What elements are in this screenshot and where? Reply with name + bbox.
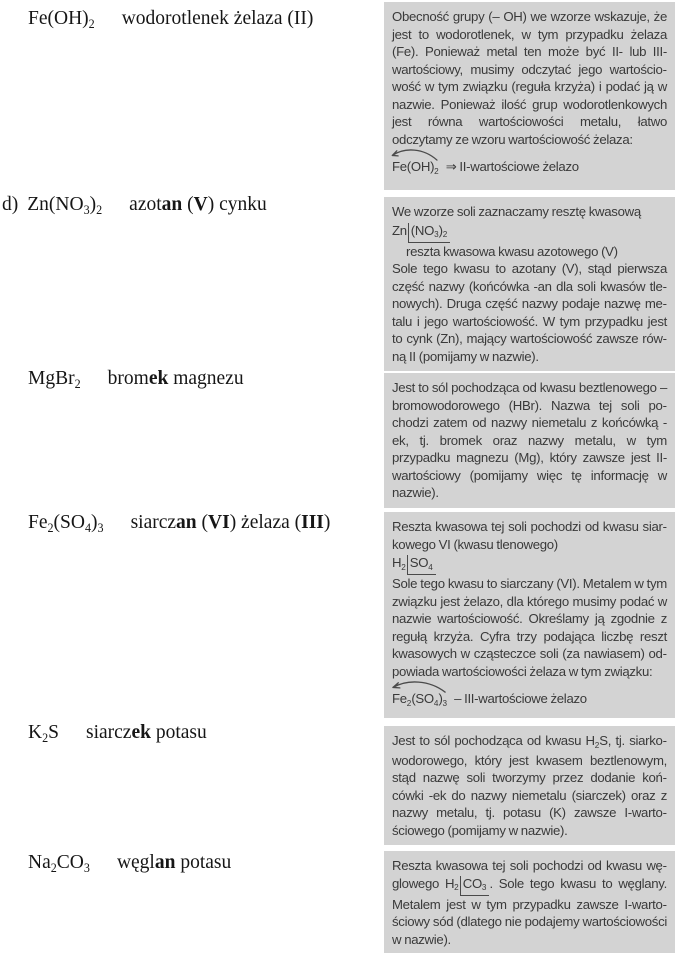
text-segment: MgBr — [28, 368, 75, 389]
arc-formula — [392, 690, 447, 710]
text-segment: (NO — [410, 222, 435, 238]
explanation-paragraph — [392, 379, 667, 502]
subscript: 3 — [97, 520, 104, 535]
explanation-box — [384, 512, 675, 718]
text-segment: ek — [131, 722, 151, 743]
chemical-formula — [28, 722, 59, 744]
subscript: 2 — [454, 883, 459, 893]
compound-entry — [28, 8, 313, 30]
explanation-paragraph — [392, 857, 667, 948]
chemical-formula — [28, 368, 81, 390]
text-segment: H — [392, 555, 402, 570]
text-segment: K — [28, 722, 43, 743]
compound-name — [122, 8, 314, 30]
text-segment: Jest to sól pochodząca od kwasu beztlenowego – bromowodorowego (HBr). Nazwa tej soli pochodzi zatem od nazwy niemetalu z końcówką -ek, tj. bromek oraz nazwy metalu, w tym przypadku magnezu (Mg), który zawsze jest II-wartościowy (pomijamy więc tę informację w nazwie). — [392, 380, 667, 500]
compound-name — [117, 852, 231, 874]
text-segment: ) — [91, 512, 98, 533]
text-segment: (SO — [53, 512, 85, 533]
text-segment: an — [154, 852, 176, 873]
text-segment: ) — [89, 194, 97, 215]
text-segment: ) cynku — [207, 194, 267, 215]
explanation-box — [384, 726, 675, 845]
explanation-paragraph — [392, 732, 667, 839]
text-segment: Obecność grupy (– OH) we wzorze wskazuje, że jest to wodorotlenek, w tym przypadku żelaza (Fe). Ponieważ metal ten może być II- lub III-wartościowy, musimy odczytać jego wartościowość w tym związku (reguła krzyża) i podać ją w nazwie. Ponieważ ilość grup wodorotlenkowych jest równa wartościowości metalu, łatwo odczytamy ze wzoru wartościowość żelaza: — [392, 9, 667, 147]
text-segment: H — [444, 875, 455, 891]
text-segment: ) — [323, 512, 331, 533]
subscript: 4 — [428, 562, 433, 572]
item-letter: d) — [2, 194, 19, 215]
text-segment: VI — [208, 512, 230, 533]
text-segment: ) — [438, 691, 443, 706]
subscript: 4 — [84, 520, 92, 535]
text-segment: III — [301, 512, 324, 533]
text-segment: an — [176, 512, 197, 533]
valency-conclusion — [392, 158, 667, 178]
text-segment: węgl — [116, 852, 155, 873]
explanation-box — [384, 851, 675, 953]
text-segment: ( — [196, 512, 209, 533]
text-segment: siarcz — [86, 722, 132, 743]
text-segment: V — [193, 194, 208, 215]
explanation-box — [384, 197, 675, 371]
text-segment: Sole tego kwasu to siarczany (VI). Metalem w tym związku jest żelazo, dla którego musimy podać w nazwie wartościowość. Określamy ją zgodnie z regułą krzyża. Cyfra trzy podająca liczbę reszt kwasowych w cząsteczce soli (za nawiasem) odpowiada wartościowości żelaza w tym związku: — [392, 576, 667, 679]
text-segment: magnezu — [168, 368, 244, 389]
acid-residue-formula — [392, 554, 667, 575]
compound-name — [131, 512, 331, 534]
text-segment: Na — [28, 852, 51, 873]
text-segment: CO — [56, 852, 84, 873]
compound-entry — [28, 852, 231, 874]
text-segment: SO — [409, 555, 429, 570]
valency-arc-icon — [388, 148, 439, 161]
text-segment: Fe — [28, 512, 48, 533]
text-segment: . Sole tego kwasu to węglany. Metalem jest w tym przypadku zawsze I-wartościowy sód (dlatego nie podajemy wartościowości w nazwie). — [392, 875, 667, 947]
subscript: 3 — [481, 883, 487, 893]
subscript: 3 — [83, 202, 90, 217]
explanation-paragraph — [392, 8, 667, 148]
subscript: 2 — [74, 376, 81, 391]
chemical-formula — [28, 512, 104, 534]
subscript: 4 — [433, 698, 439, 708]
compound-name — [86, 722, 207, 744]
valency-conclusion-text — [454, 691, 587, 706]
text-segment: CO — [462, 875, 482, 891]
text-segment: siarcz — [130, 512, 177, 533]
explanation-paragraph — [392, 575, 667, 680]
text-segment: ) żelaza ( — [229, 512, 302, 533]
text-segment: (SO — [411, 691, 434, 706]
compound-entry — [2, 194, 267, 216]
text-segment: Fe(OH) — [28, 8, 89, 29]
text-segment: Reszta kwasowa tej soli pochodzi od kwasu węglowego — [392, 858, 667, 891]
acid-residue-bracket — [407, 555, 436, 575]
valency-arc-icon — [388, 680, 447, 693]
text-segment: S, tj. siarkowodorowego, który jest kwasem beztlenowym, stąd nazwę soli tworzymy przez dodanie końcówki -ek do nazwy niemetalu (siarczek) oraz z nazwy metalu, tj. potasu (K) zawsze I-wartościowego (pomijamy w nazwie). — [392, 733, 667, 838]
subscript: 2 — [406, 698, 412, 708]
acid-residue-formula — [392, 222, 667, 243]
compound-entry — [28, 368, 244, 390]
explanation-box — [384, 373, 675, 508]
text-segment: Fe(OH) — [392, 159, 435, 174]
subscript: 3 — [434, 230, 439, 240]
text-segment: an — [161, 194, 183, 215]
acid-residue-bracket — [408, 223, 450, 243]
subscript: 2 — [50, 860, 57, 875]
explanation-paragraph — [392, 260, 667, 365]
compound-name — [129, 194, 267, 216]
text-segment: Sole tego kwasu to azotany (V), stąd pierwsza część nazwy (końcówka -an dla soli kwasów tlenowych). Druga część nazwy podaje nazwę metalu i jego wartościowość. W tym przypadku jest to cynk (Zn), mający wartościowość zawsze równą II (pomijamy w nazwie). — [392, 261, 667, 364]
text-segment: Fe — [392, 691, 407, 706]
chemical-formula — [28, 852, 90, 874]
subscript: 2 — [442, 230, 448, 240]
acid-residue-label: reszta kwasowa kwasu azotowego (V) — [406, 243, 618, 259]
text-segment: Reszta kwasowa tej soli pochodzi od kwasu siarkowego VI (kwasu tlenowego) — [392, 519, 667, 552]
text-segment: azot — [129, 194, 162, 215]
text-segment: ( — [182, 194, 194, 215]
chemical-formula — [28, 8, 95, 30]
subscript: 2 — [401, 562, 406, 572]
subscript: 2 — [434, 166, 439, 176]
acid-residue-bracket — [460, 876, 490, 896]
arc-formula — [392, 158, 439, 178]
text-segment: – III-wartościowe żelazo — [454, 691, 587, 706]
text-segment: wodorotlenek żelaza (II) — [121, 8, 314, 29]
compound-entry — [28, 722, 207, 744]
valency-conclusion-text — [446, 159, 579, 174]
text-segment: We wzorze soli zaznaczamy resztę kwasową — [392, 204, 641, 219]
explanation-paragraph — [392, 518, 667, 553]
valency-conclusion — [392, 690, 667, 710]
subscript: 2 — [594, 740, 600, 750]
text-segment: Zn(NO — [27, 194, 84, 215]
subscript: 3 — [442, 698, 448, 708]
compound-name — [108, 368, 244, 390]
text-segment: ⇒ II-wartościowe żelazo — [445, 159, 579, 174]
explanation-box — [384, 2, 675, 190]
subscript: 2 — [47, 520, 54, 535]
text-segment: ek — [148, 368, 169, 389]
compound-entry — [28, 512, 330, 534]
text-segment: ) — [438, 222, 443, 238]
subscript: 2 — [42, 730, 49, 745]
explanation-paragraph — [392, 203, 667, 221]
text-segment: potasu — [150, 722, 207, 743]
subscript: 2 — [96, 202, 103, 217]
chemical-formula — [27, 194, 102, 216]
subscript: 2 — [88, 16, 95, 31]
subscript: 3 — [83, 860, 90, 875]
text-segment: Jest to sól pochodząca od kwasu H — [392, 733, 595, 748]
text-segment: S — [48, 722, 59, 743]
text-segment: brom — [107, 368, 149, 389]
text-segment: potasu — [175, 852, 232, 873]
text-segment: Zn — [392, 222, 407, 238]
